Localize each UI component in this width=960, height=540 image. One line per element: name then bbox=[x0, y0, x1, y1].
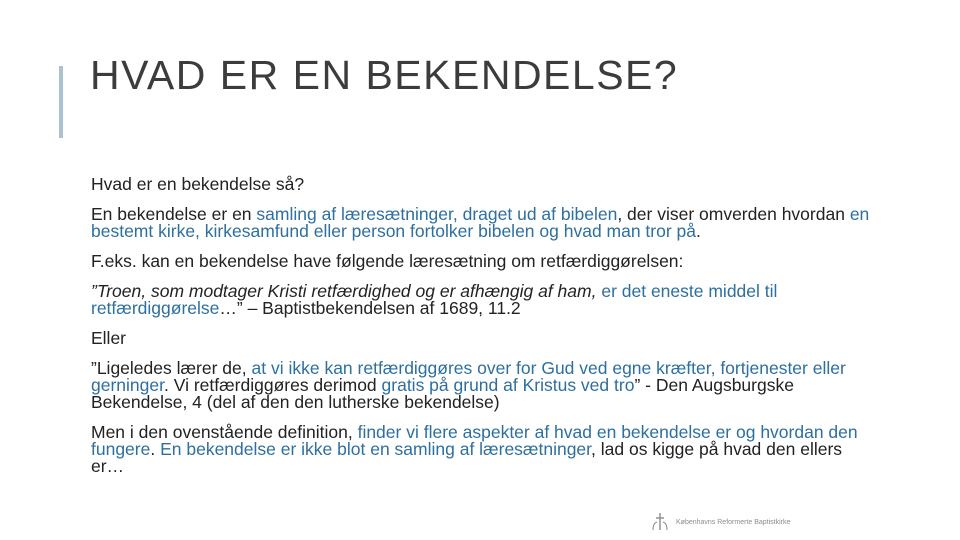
augsburg-quote-highlight-2: gratis på grund af Kristus ved tro bbox=[381, 375, 635, 395]
conclusion-text-2: . bbox=[150, 439, 161, 459]
baptist-quote-text: ”Troen, som modtager Kristi retfærdighed og er afhængig af ham, bbox=[91, 281, 597, 301]
paragraph-augsburg-quote bbox=[91, 360, 871, 411]
slide-title: HVAD ER EN BEKENDELSE? bbox=[90, 52, 679, 98]
paragraph-or: Eller bbox=[91, 328, 127, 348]
slide-body bbox=[91, 176, 871, 488]
paragraph-definition bbox=[91, 206, 871, 240]
definition-text-3: . bbox=[696, 221, 701, 241]
definition-text-1: En bekendelse er en bbox=[91, 204, 257, 224]
paragraph-question: Hvad er en bekendelse så? bbox=[91, 174, 305, 194]
conclusion-highlight-2: En bekendelse er ikke blot en samling af læresætninger bbox=[160, 439, 592, 459]
augsburg-quote-source: ” - Den Augsburgske Bekendelse, 4 (del af den den lutherske bekendelse) bbox=[91, 375, 794, 412]
conclusion-text-1: Men i den ovenstående definition, bbox=[91, 422, 358, 442]
definition-text-2: , der viser omverden hvordan bbox=[617, 204, 850, 224]
paragraph-example-intro: F.eks. kan en bekendelse have følgende læresætning om retfærdiggørelsen: bbox=[91, 251, 684, 271]
augsburg-quote-text-2: . Vi retfærdiggøres derimod bbox=[163, 375, 382, 395]
footer-logo-text: Københavns Reformerte Baptistkirke bbox=[676, 518, 791, 526]
definition-highlight-2: en bestemt kirke, kirkesamfund eller person fortolker bibelen og hvad man tror på bbox=[91, 204, 870, 241]
augsburg-quote-highlight-1: at vi ikke kan retfærdiggøres over for Gud ved egne kræfter, fortjenester eller gerninger bbox=[91, 358, 846, 395]
paragraph-conclusion bbox=[91, 424, 871, 475]
definition-highlight-1: samling af læresætninger, draget ud af bibelen bbox=[256, 204, 618, 224]
church-cross-icon bbox=[650, 512, 670, 532]
baptist-quote-highlight: er det eneste middel til retfærdiggørelse bbox=[91, 281, 778, 318]
footer-logo bbox=[650, 512, 790, 532]
augsburg-quote-text-1: ”Ligeledes lærer de, bbox=[91, 358, 252, 378]
paragraph-baptist-quote bbox=[91, 283, 871, 317]
baptist-quote-source: …” – Baptistbekendelsen af 1689, 11.2 bbox=[219, 298, 521, 318]
title-accent-bar bbox=[59, 66, 63, 138]
conclusion-highlight-1: finder vi flere aspekter af hvad en bekendelse er og hvordan den fungere bbox=[91, 422, 858, 459]
conclusion-text-3: , lad os kigge på hvad den ellers er… bbox=[91, 439, 843, 476]
